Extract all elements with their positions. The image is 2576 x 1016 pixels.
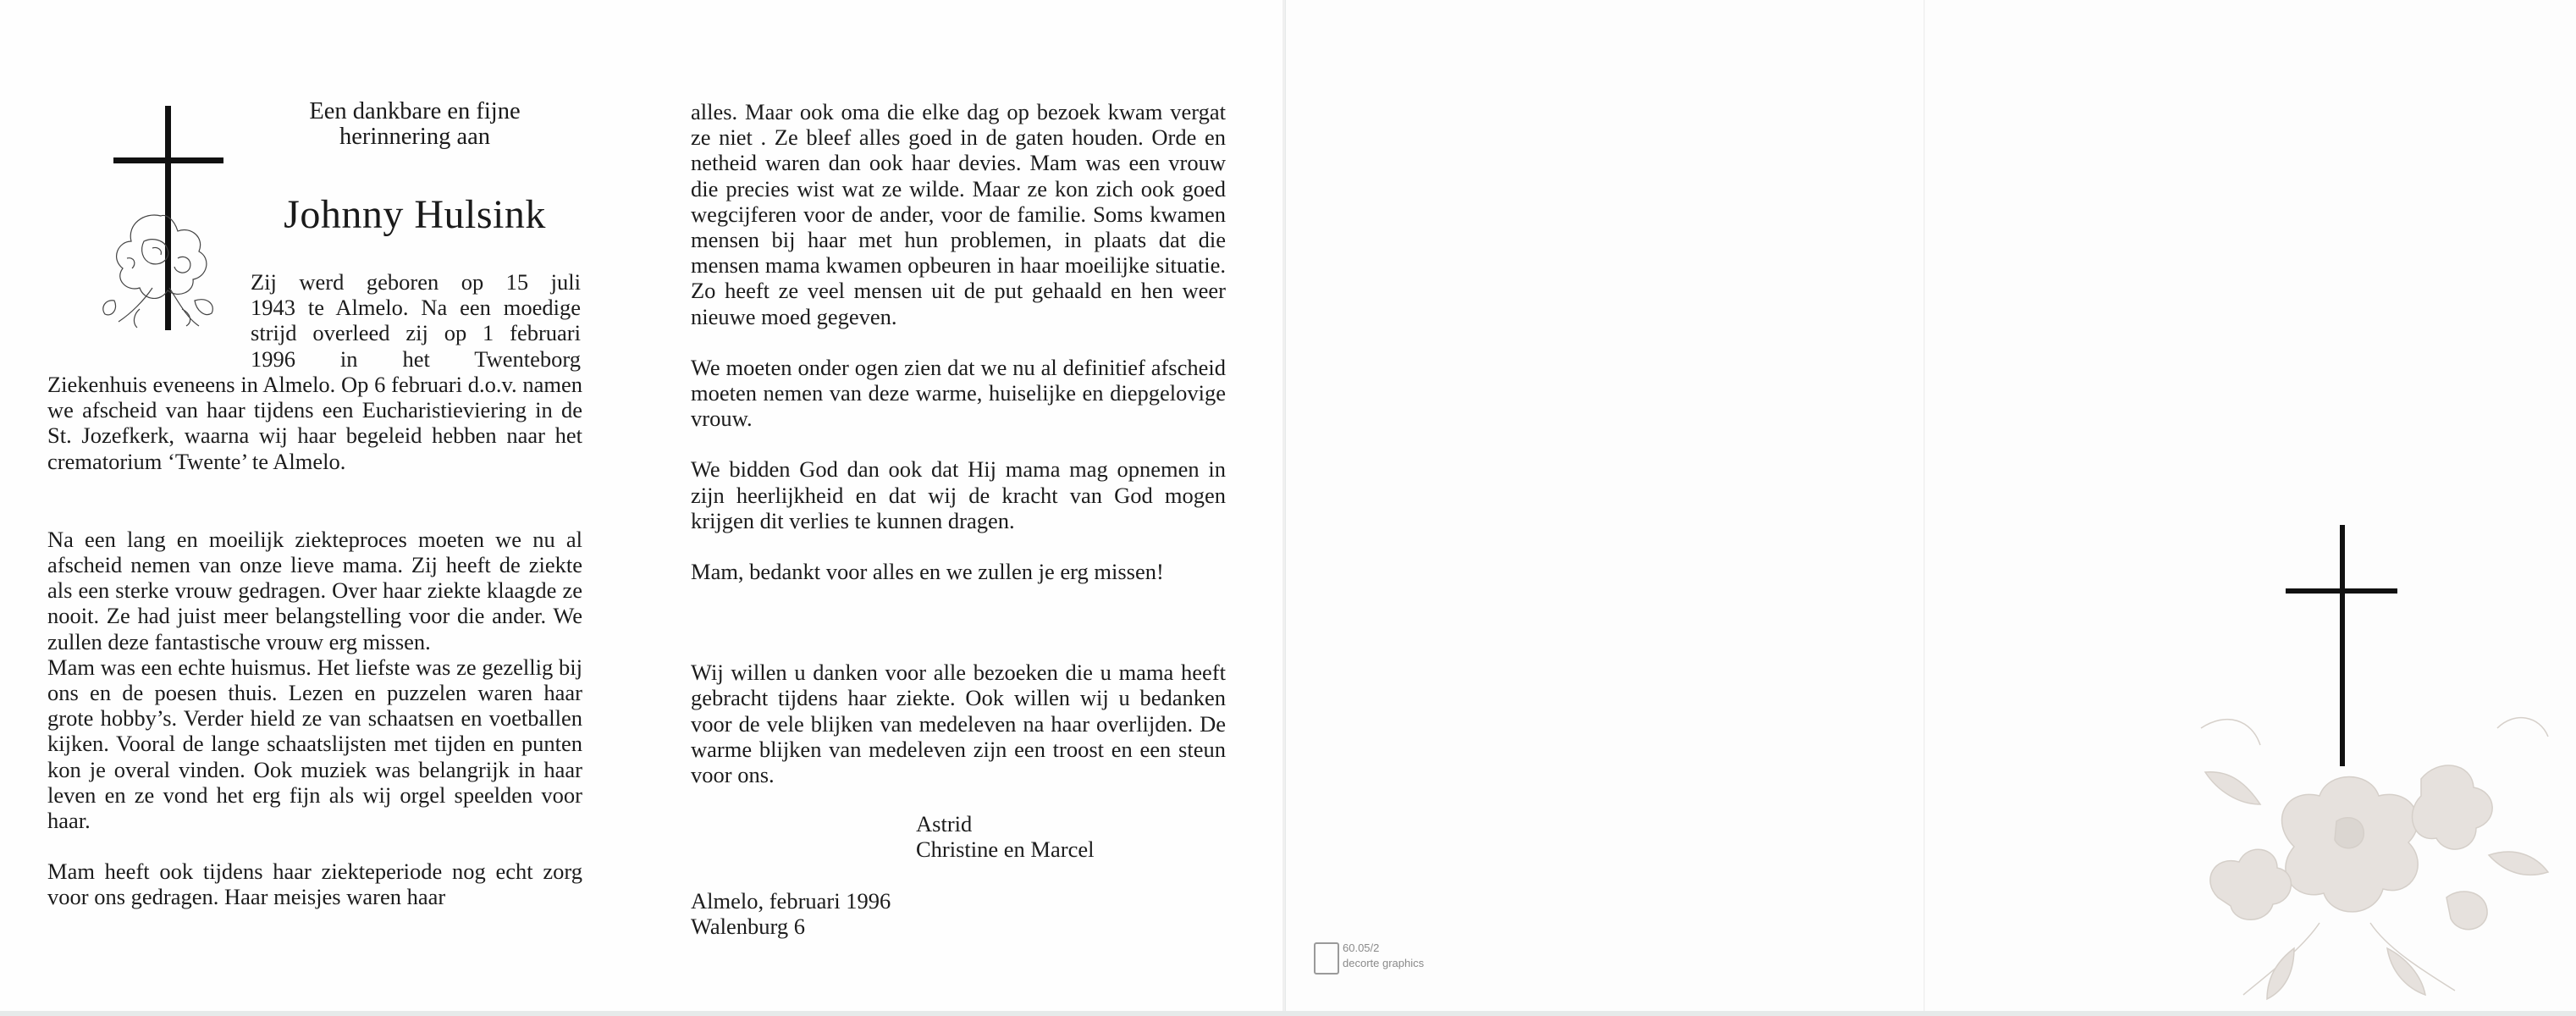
paragraph: alles. Maar ook oma die elke dag op bezoek kwam vergat ze niet . Ze bleef alles goed in de gaten houden. Orde en netheid waren dan ook haar devies. Mam was een vrouw die precies wist wat ze wilde. Maar ze kon zich ook goed wegcijferen voor de ander, voor de familie. Soms kwamen mensen bij haar met hun problemen, in plaats dat die mensen mama kwamen opbeuren in haar moeilijke situatie. Zo heeft ze veel mensen uit de put gehaald en hen weer nieuwe moed gegeven. (691, 99, 1226, 329)
right-column (691, 99, 1226, 939)
faint-flower-decoration-icon (2167, 677, 2557, 1008)
place-date: Almelo, februari 1996 (691, 887, 891, 914)
printer-name: decorte graphics (1343, 957, 1425, 969)
fold-line (1923, 0, 1925, 1011)
flower-decoration-icon (93, 207, 229, 334)
paragraph: We bidden God dan ook dat Hij mama mag opnemen in zijn heerlijkheid en dat wij de kracht van God mogen krijgen dit verlies te kunnen dragen. (691, 456, 1226, 533)
birth-line: 1943 te Almelo. Na een moedige (251, 295, 581, 321)
birth-text-wrap (251, 269, 581, 372)
inner-spread (0, 0, 1282, 1011)
paragraph: Mam heeft ook tijdens haar ziekteperiode nog echt zorg voor ons gedragen. Haar meisjes waren haar (47, 859, 582, 910)
paragraph: We moeten onder ogen zien dat we nu al definitief afscheid moeten nemen van deze warme, huiselijke en diepgelovige vrouw. (691, 354, 1226, 432)
paragraph: Mam, bedankt voor alles en we zullen je erg missen! (691, 559, 1164, 585)
signature-line: Astrid (916, 811, 973, 837)
card-gap (1282, 0, 1285, 1011)
address: Walenburg 6 (691, 913, 805, 939)
thanks-paragraph: Wij willen u danken voor alle bezoeken die u mama heeft gebracht tijdens haar ziekte. Ook willen wij u bedanken voor de vele blijken van medeleven na haar overlijden. De warme blijken van medeleven zijn een troost en een steun voor ons. (691, 660, 1226, 788)
birth-line: strijd overleed zij op 1 februari (251, 320, 581, 346)
birth-line: Zij werd geboren op 15 juli (251, 269, 581, 295)
printer-mark (1314, 940, 1449, 982)
birth-line: 1996 in het Twenteborg (251, 345, 581, 372)
left-column (47, 372, 582, 910)
paragraph: Mam was een echte huismus. Het liefste was ze gezellig bij ons en de poesen thuis. Lezen en puzzelen waren haar grote hobby’s. Verder hield ze van schaatsen en voetballen kijken. Vooral de lange schaatslijsten met tijden en punten kon je overal vinden. Ook muziek was belangrijk in haar leven en ze vond het erg fijn als wij orgel speelden voor haar. (47, 654, 582, 834)
signature-line: Christine en Marcel (916, 837, 1095, 863)
printer-logo-icon (1314, 942, 1339, 975)
paragraph: Na een lang en moeilijk ziekteproces moeten we nu al afscheid nemen van onze lieve mama. Zij heeft de ziekte als een sterke vrouw gedragen. Over haar ziekte klaagde ze nooit. Ze had juist meer belangstelling voor die ander. We zullen deze fantastische vrouw erg missen. (47, 526, 582, 654)
printer-code: 60.05/2 (1343, 941, 1380, 954)
birth-paragraph: Ziekenhuis eveneens in Almelo. Op 6 februari d.o.v. namen we afscheid van haar tijdens een Eucharistieviering in de St. Jozefkerk, waarna wij haar begeleid hebben naar het crematorium ‘Twente’ te Almelo. (47, 372, 582, 474)
heading-line-1: Een dankbare en fijne (309, 98, 521, 124)
remembrance-heading (254, 99, 576, 150)
deceased-name: Johnny Hulsink (284, 192, 546, 237)
heading-line-2: herinnering aan (339, 124, 491, 150)
